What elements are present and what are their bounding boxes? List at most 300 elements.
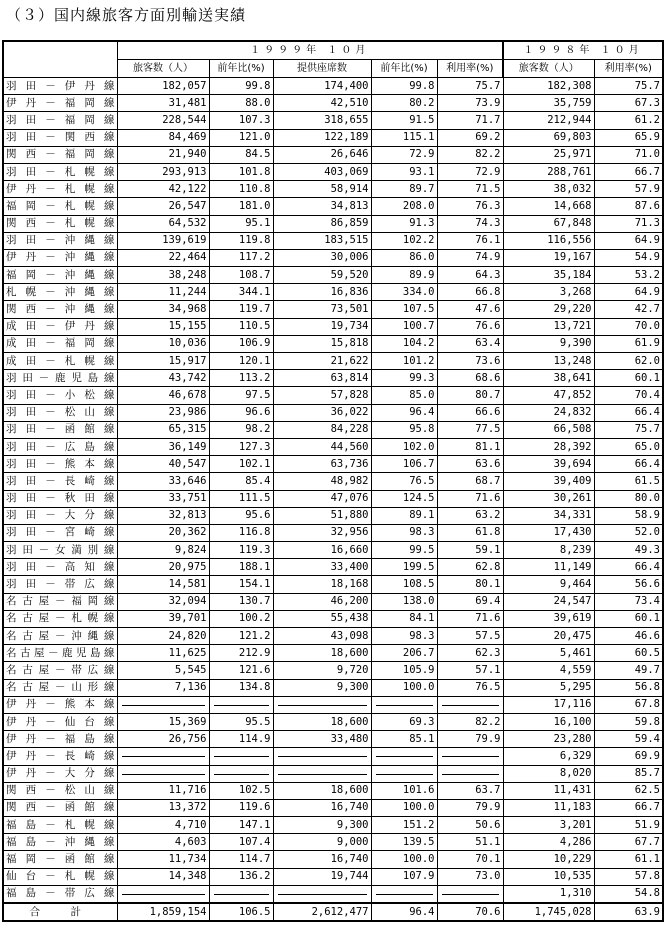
cell-load-factor-1999 [437,748,503,765]
cell-load-factor-1999: 50.6 [437,817,503,834]
cell-route: 関西－松山線 [3,782,117,799]
cell-passengers-1999: 39,701 [117,610,209,627]
table-row [3,559,663,576]
cell-passengers-1998: 47,852 [503,387,594,404]
cell-yoy-passengers: 119.6 [209,799,273,816]
cell-yoy-passengers: 116.8 [209,524,273,541]
cell-seats: 183,515 [273,232,371,249]
cell-passengers-1999: 38,248 [117,267,209,284]
cell-yoy-passengers: 95.6 [209,507,273,524]
cell-seats: 16,836 [273,284,371,301]
cell-yoy-seats: 138.0 [371,593,437,610]
cell-passengers-1998: 16,100 [503,713,594,730]
cell-route: 伊丹－沖縄線 [3,249,117,266]
cell-passengers-1998: 11,183 [503,799,594,816]
cell-yoy-seats: 85.1 [371,731,437,748]
cell-passengers-1999: 11,625 [117,645,209,662]
cell-load-factor-1998: 75.7 [594,78,663,95]
table-row [3,78,663,95]
cell-passengers-1999: 15,917 [117,353,209,370]
table-row [3,129,663,146]
cell-load-factor-1999: 79.9 [437,799,503,816]
cell-passengers-1998: 29,220 [503,301,594,318]
cell-load-factor-1999: 75.7 [437,78,503,95]
cell-load-factor-1998: 66.4 [594,456,663,473]
table-row [3,421,663,438]
table-row [3,438,663,455]
cell-yoy-seats: 98.3 [371,628,437,645]
cell-yoy-seats: 89.7 [371,181,437,198]
cell-yoy-passengers: 107.3 [209,112,273,129]
cell-yoy-passengers: 111.5 [209,490,273,507]
cell-yoy-passengers [209,748,273,765]
cell-yoy-seats: 99.8 [371,78,437,95]
cell-passengers-1998: 30,261 [503,490,594,507]
cell-load-factor-1998: 62.5 [594,782,663,799]
cell-route: 羽田－長崎線 [3,473,117,490]
cell-yoy-seats: 76.5 [371,473,437,490]
cell-yoy-passengers [209,696,273,713]
cell-seats: 51,880 [273,507,371,524]
cell-load-factor-1998: 64.9 [594,284,663,301]
cell-load-factor-1998: 57.9 [594,181,663,198]
cell-load-factor-1998: 59.8 [594,713,663,730]
cell-route: 成田－福岡線 [3,335,117,352]
cell-load-factor-1999 [437,696,503,713]
cell-load-factor-1998: 61.9 [594,335,663,352]
table-row [3,507,663,524]
cell-seats: 59,520 [273,267,371,284]
cell-yoy-seats: 199.5 [371,559,437,576]
cell-yoy-seats: 102.0 [371,438,437,455]
cell-load-factor-1999: 80.7 [437,387,503,404]
cell-passengers-1999 [117,696,209,713]
cell-load-factor-1999: 63.2 [437,507,503,524]
cell-route: 羽田－沖縄線 [3,232,117,249]
cell-yoy-passengers: 100.2 [209,610,273,627]
cell-route: 羽田－熊本線 [3,456,117,473]
cell-seats: 16,740 [273,799,371,816]
cell-seats: 63,814 [273,370,371,387]
cell-passengers-1999: 22,464 [117,249,209,266]
cell-load-factor-1999: 73.6 [437,353,503,370]
cell-yoy-passengers: 106.5 [209,903,273,921]
cell-yoy-passengers: 121.2 [209,628,273,645]
table-row [3,817,663,834]
cell-load-factor-1998: 59.4 [594,731,663,748]
cell-route: 福岡－札幌線 [3,198,117,215]
cell-seats [273,885,371,903]
cell-route: 伊丹－福岡線 [3,95,117,112]
cell-passengers-1999: 4,710 [117,817,209,834]
cell-load-factor-1999: 81.1 [437,438,503,455]
cell-load-factor-1999: 68.7 [437,473,503,490]
cell-passengers-1999: 11,734 [117,851,209,868]
cell-load-factor-1999: 71.6 [437,610,503,627]
cell-passengers-1999: 46,678 [117,387,209,404]
cell-load-factor-1999: 82.2 [437,713,503,730]
cell-passengers-1998: 10,229 [503,851,594,868]
cell-yoy-passengers: 136.2 [209,868,273,885]
cell-seats: 19,734 [273,318,371,335]
cell-passengers-1999: 34,968 [117,301,209,318]
cell-passengers-1999: 15,369 [117,713,209,730]
total-row [3,903,663,921]
cell-passengers-1999: 64,532 [117,215,209,232]
cell-passengers-1998: 5,295 [503,679,594,696]
cell-passengers-1999: 20,362 [117,524,209,541]
cell-seats: 15,818 [273,335,371,352]
cell-seats [273,696,371,713]
cell-yoy-passengers: 119.8 [209,232,273,249]
cell-load-factor-1998: 66.7 [594,163,663,180]
cell-yoy-passengers [209,765,273,782]
cell-load-factor-1999 [437,765,503,782]
cell-passengers-1998: 3,201 [503,817,594,834]
cell-load-factor-1998: 63.9 [594,903,663,921]
cell-seats: 32,956 [273,524,371,541]
cell-load-factor-1999: 51.1 [437,834,503,851]
cell-passengers-1998: 20,475 [503,628,594,645]
cell-seats: 18,600 [273,713,371,730]
cell-passengers-1999: 10,036 [117,335,209,352]
cell-yoy-seats: 69.3 [371,713,437,730]
cell-load-factor-1998: 60.5 [594,645,663,662]
cell-seats: 30,006 [273,249,371,266]
cell-load-factor-1999: 62.3 [437,645,503,662]
table-row [3,628,663,645]
cell-route: 名古屋－山形線 [3,679,117,696]
cell-load-factor-1998: 51.9 [594,817,663,834]
cell-passengers-1999 [117,885,209,903]
cell-load-factor-1999: 69.4 [437,593,503,610]
cell-yoy-seats: 101.2 [371,353,437,370]
table-row [3,387,663,404]
cell-yoy-passengers: 134.8 [209,679,273,696]
cell-passengers-1998: 34,331 [503,507,594,524]
cell-seats: 9,300 [273,817,371,834]
table-row [3,404,663,421]
cell-seats: 63,736 [273,456,371,473]
cell-route: 名古屋－札幌線 [3,610,117,627]
cell-passengers-1999: 7,136 [117,679,209,696]
cell-yoy-seats: 72.9 [371,146,437,163]
cell-passengers-1999: 15,155 [117,318,209,335]
cell-load-factor-1998: 67.8 [594,696,663,713]
cell-load-factor-1998: 71.0 [594,146,663,163]
table-row [3,267,663,284]
cell-load-factor-1999: 73.9 [437,95,503,112]
cell-passengers-1998: 28,392 [503,438,594,455]
header-route [3,41,117,78]
cell-passengers-1999: 13,372 [117,799,209,816]
page-title: （３）国内線旅客方面別輸送実績 [6,6,247,24]
cell-load-factor-1999: 47.6 [437,301,503,318]
cell-yoy-passengers: 119.7 [209,301,273,318]
cell-yoy-passengers: 110.8 [209,181,273,198]
cell-yoy-seats: 100.0 [371,679,437,696]
cell-load-factor-1999: 79.9 [437,731,503,748]
cell-yoy-seats: 206.7 [371,645,437,662]
table-row [3,456,663,473]
cell-passengers-1998: 4,559 [503,662,594,679]
cell-seats: 26,646 [273,146,371,163]
cell-seats: 16,660 [273,542,371,559]
cell-route: 伊丹－大分線 [3,765,117,782]
cell-seats: 55,438 [273,610,371,627]
cell-passengers-1998: 24,547 [503,593,594,610]
cell-route: 仙台－札幌線 [3,868,117,885]
cell-route: 伊丹－熊本線 [3,696,117,713]
cell-load-factor-1998: 49.7 [594,662,663,679]
cell-yoy-passengers: 84.5 [209,146,273,163]
header-load-factor-1999: 利用率(%) [437,60,503,78]
cell-yoy-seats: 106.7 [371,456,437,473]
table-row [3,181,663,198]
cell-load-factor-1999: 57.1 [437,662,503,679]
cell-load-factor-1998: 66.4 [594,404,663,421]
cell-passengers-1998: 9,390 [503,335,594,352]
transport-table [2,40,664,922]
cell-load-factor-1998: 69.9 [594,748,663,765]
cell-yoy-passengers: 101.8 [209,163,273,180]
cell-route: 羽田－高知線 [3,559,117,576]
cell-yoy-passengers: 110.5 [209,318,273,335]
table-row [3,232,663,249]
cell-passengers-1998: 5,461 [503,645,594,662]
cell-load-factor-1998: 57.8 [594,868,663,885]
cell-passengers-1998: 3,268 [503,284,594,301]
cell-yoy-passengers: 85.4 [209,473,273,490]
cell-yoy-seats: 98.3 [371,524,437,541]
table-row [3,542,663,559]
table-row [3,490,663,507]
cell-passengers-1999: 14,348 [117,868,209,885]
cell-yoy-seats: 100.0 [371,799,437,816]
cell-passengers-1998: 38,641 [503,370,594,387]
cell-yoy-seats: 89.9 [371,267,437,284]
cell-passengers-1999: 65,315 [117,421,209,438]
cell-seats: 57,828 [273,387,371,404]
cell-route: 名古屋－沖縄線 [3,628,117,645]
cell-passengers-1999: 40,547 [117,456,209,473]
table-row [3,146,663,163]
header-period-1998: １９９８年 １０月 [503,41,663,60]
cell-load-factor-1999: 76.3 [437,198,503,215]
cell-passengers-1998: 19,167 [503,249,594,266]
cell-passengers-1999: 9,824 [117,542,209,559]
cell-route: 羽田－関西線 [3,129,117,146]
cell-seats: 33,480 [273,731,371,748]
table-row [3,473,663,490]
cell-load-factor-1999: 76.1 [437,232,503,249]
cell-passengers-1998: 6,329 [503,748,594,765]
cell-yoy-passengers: 102.1 [209,456,273,473]
table-row [3,95,663,112]
cell-route: 関西－福岡線 [3,146,117,163]
cell-yoy-passengers: 99.8 [209,78,273,95]
cell-load-factor-1998: 62.0 [594,353,663,370]
table-row [3,163,663,180]
cell-yoy-seats: 139.5 [371,834,437,851]
cell-load-factor-1999: 62.8 [437,559,503,576]
table-row [3,576,663,593]
cell-passengers-1998: 116,556 [503,232,594,249]
cell-passengers-1999: 26,547 [117,198,209,215]
cell-seats: 18,600 [273,645,371,662]
table-row [3,593,663,610]
cell-load-factor-1999: 80.1 [437,576,503,593]
cell-yoy-seats: 105.9 [371,662,437,679]
cell-yoy-passengers: 107.4 [209,834,273,851]
cell-route: 羽田－宮崎線 [3,524,117,541]
cell-passengers-1998: 23,280 [503,731,594,748]
cell-route: 羽田－大分線 [3,507,117,524]
cell-passengers-1999: 11,244 [117,284,209,301]
cell-route: 札幌－沖縄線 [3,284,117,301]
cell-passengers-1999: 11,716 [117,782,209,799]
cell-yoy-passengers: 121.6 [209,662,273,679]
table-row [3,112,663,129]
cell-load-factor-1998: 80.0 [594,490,663,507]
cell-passengers-1998: 13,248 [503,353,594,370]
cell-yoy-seats: 86.0 [371,249,437,266]
cell-route: 関西－札幌線 [3,215,117,232]
cell-passengers-1998: 288,761 [503,163,594,180]
cell-passengers-1999: 139,619 [117,232,209,249]
cell-yoy-seats [371,696,437,713]
cell-passengers-1998: 1,745,028 [503,903,594,921]
cell-load-factor-1999: 74.3 [437,215,503,232]
table-row [3,885,663,903]
cell-load-factor-1999: 76.6 [437,318,503,335]
table-row [3,765,663,782]
header-yoy-passengers: 前年比(%) [209,60,273,78]
table-row [3,301,663,318]
header-passengers-1999: 旅客数（人） [117,60,209,78]
cell-passengers-1999: 42,122 [117,181,209,198]
table-row [3,799,663,816]
cell-passengers-1998: 14,668 [503,198,594,215]
cell-route: 羽田－札幌線 [3,163,117,180]
cell-route: 羽田－小松線 [3,387,117,404]
cell-yoy-passengers: 130.7 [209,593,273,610]
cell-load-factor-1998: 87.6 [594,198,663,215]
cell-load-factor-1998: 56.6 [594,576,663,593]
cell-passengers-1998: 35,759 [503,95,594,112]
cell-route: 羽田－福岡線 [3,112,117,129]
cell-yoy-seats: 93.1 [371,163,437,180]
cell-route: 成田－伊丹線 [3,318,117,335]
cell-seats: 9,000 [273,834,371,851]
cell-load-factor-1998: 64.9 [594,232,663,249]
cell-load-factor-1998: 60.1 [594,610,663,627]
cell-load-factor-1998: 49.3 [594,542,663,559]
table-row [3,851,663,868]
cell-yoy-passengers: 96.6 [209,404,273,421]
cell-passengers-1999 [117,765,209,782]
cell-passengers-1998: 1,310 [503,885,594,903]
cell-load-factor-1999: 74.9 [437,249,503,266]
cell-route: 福島－札幌線 [3,817,117,834]
cell-yoy-seats: 85.0 [371,387,437,404]
cell-route: 福岡－沖縄線 [3,267,117,284]
cell-load-factor-1999: 68.6 [437,370,503,387]
cell-yoy-seats: 124.5 [371,490,437,507]
cell-yoy-passengers: 88.0 [209,95,273,112]
cell-passengers-1999: 14,581 [117,576,209,593]
cell-yoy-seats: 101.6 [371,782,437,799]
cell-yoy-seats: 107.9 [371,868,437,885]
cell-load-factor-1998: 61.2 [594,112,663,129]
cell-yoy-passengers: 181.0 [209,198,273,215]
cell-yoy-passengers: 108.7 [209,267,273,284]
cell-passengers-1998: 25,971 [503,146,594,163]
cell-passengers-1998: 11,149 [503,559,594,576]
cell-passengers-1999: 32,813 [117,507,209,524]
table-row [3,782,663,799]
cell-passengers-1998: 10,535 [503,868,594,885]
cell-yoy-seats: 151.2 [371,817,437,834]
cell-passengers-1999: 20,975 [117,559,209,576]
cell-load-factor-1998: 66.7 [594,799,663,816]
cell-load-factor-1999: 71.5 [437,181,503,198]
cell-passengers-1999: 33,646 [117,473,209,490]
cell-load-factor-1998: 60.1 [594,370,663,387]
cell-yoy-passengers: 102.5 [209,782,273,799]
cell-seats: 2,612,477 [273,903,371,921]
cell-yoy-seats: 102.2 [371,232,437,249]
cell-load-factor-1999: 72.9 [437,163,503,180]
header-seats: 提供座席数 [273,60,371,78]
cell-passengers-1999: 23,986 [117,404,209,421]
cell-load-factor-1998: 71.3 [594,215,663,232]
cell-yoy-seats: 80.2 [371,95,437,112]
cell-load-factor-1999 [437,885,503,903]
cell-passengers-1999: 5,545 [117,662,209,679]
table-row [3,662,663,679]
cell-yoy-passengers: 119.3 [209,542,273,559]
cell-yoy-seats: 99.5 [371,542,437,559]
cell-passengers-1998: 8,239 [503,542,594,559]
cell-seats: 403,069 [273,163,371,180]
cell-seats: 18,600 [273,782,371,799]
cell-load-factor-1998: 53.2 [594,267,663,284]
table-row [3,353,663,370]
cell-route: 羽田－広島線 [3,438,117,455]
cell-route: 関西－函館線 [3,799,117,816]
cell-route: 伊丹－福島線 [3,731,117,748]
cell-yoy-seats: 334.0 [371,284,437,301]
cell-route: 羽田－秋田線 [3,490,117,507]
table-row [3,335,663,352]
cell-yoy-seats: 91.3 [371,215,437,232]
cell-load-factor-1999: 57.5 [437,628,503,645]
cell-yoy-seats: 96.4 [371,903,437,921]
cell-yoy-passengers: 97.5 [209,387,273,404]
cell-seats: 122,189 [273,129,371,146]
cell-passengers-1998: 17,116 [503,696,594,713]
cell-passengers-1998: 8,020 [503,765,594,782]
cell-load-factor-1998: 66.4 [594,559,663,576]
header-passengers-1998: 旅客数（人） [503,60,594,78]
cell-seats: 58,914 [273,181,371,198]
cell-route: 名古屋－帯広線 [3,662,117,679]
cell-yoy-seats: 107.5 [371,301,437,318]
cell-load-factor-1999: 66.8 [437,284,503,301]
cell-load-factor-1998: 56.8 [594,679,663,696]
cell-yoy-passengers: 120.1 [209,353,273,370]
